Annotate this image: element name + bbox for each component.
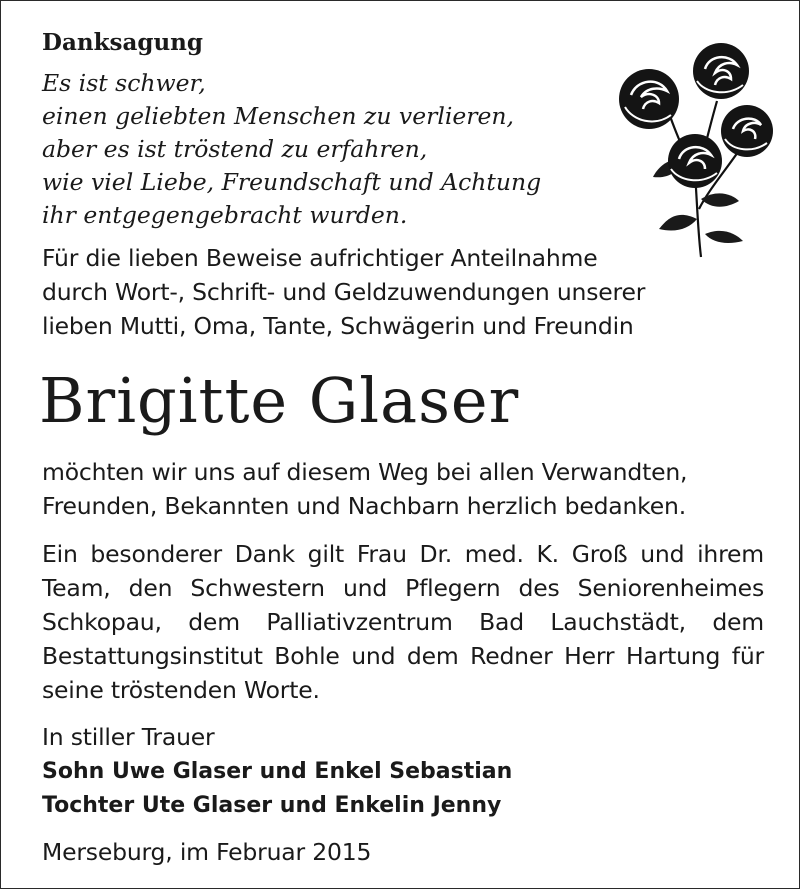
roses-icon <box>597 29 777 261</box>
mourning-line: In stiller Trauer <box>42 723 215 751</box>
intro-line: Für die lieben Beweise aufrichtiger Anteilnahme <box>42 244 598 272</box>
special-thanks-line: Ein besonderer Dank gilt Frau Dr. med. K. Groß und ihrem <box>42 540 764 568</box>
notice-heading: Danksagung <box>42 29 203 56</box>
special-thanks-paragraph <box>42 537 764 707</box>
thanks-line: möchten wir uns auf diesem Weg bei allen Verwandten, <box>42 458 688 486</box>
signer-line: Tochter Ute Glaser und Enkelin Jenny <box>42 793 502 818</box>
poem-line: wie viel Liebe, Freundschaft und Achtung <box>42 168 542 196</box>
poem-line: Es ist schwer, <box>42 69 206 97</box>
poem <box>42 67 541 232</box>
intro-line: durch Wort-, Schrift- und Geldzuwendungen unserer <box>42 278 646 306</box>
poem-line: aber es ist tröstend zu erfahren, <box>42 135 428 163</box>
special-thanks-line: Schkopau, dem Palliativzentrum Bad Lauchstädt, dem <box>42 608 764 636</box>
special-thanks-line: Team, den Schwestern und Pflegern des Seniorenheimes <box>42 574 764 602</box>
poem-line: einen geliebten Menschen zu verlieren, <box>42 102 515 130</box>
poem-line: ihr entgegengebracht wurden. <box>42 201 408 229</box>
thanks-paragraph <box>42 455 764 523</box>
special-thanks-line: seine tröstenden Worte. <box>42 676 320 704</box>
place-date: Merseburg, im Februar 2015 <box>42 838 372 866</box>
signer-line: Sohn Uwe Glaser und Enkel Sebastian <box>42 759 513 784</box>
intro-line: lieben Mutti, Oma, Tante, Schwägerin und Freundin <box>42 312 634 340</box>
deceased-name: Brigitte Glaser <box>39 364 520 437</box>
special-thanks-line: Bestattungsinstitut Bohle und dem Redner Herr Hartung für <box>42 642 764 670</box>
signers <box>42 755 512 823</box>
thanks-line: Freunden, Bekannten und Nachbarn herzlich bedanken. <box>42 492 686 520</box>
intro-paragraph <box>42 241 764 343</box>
